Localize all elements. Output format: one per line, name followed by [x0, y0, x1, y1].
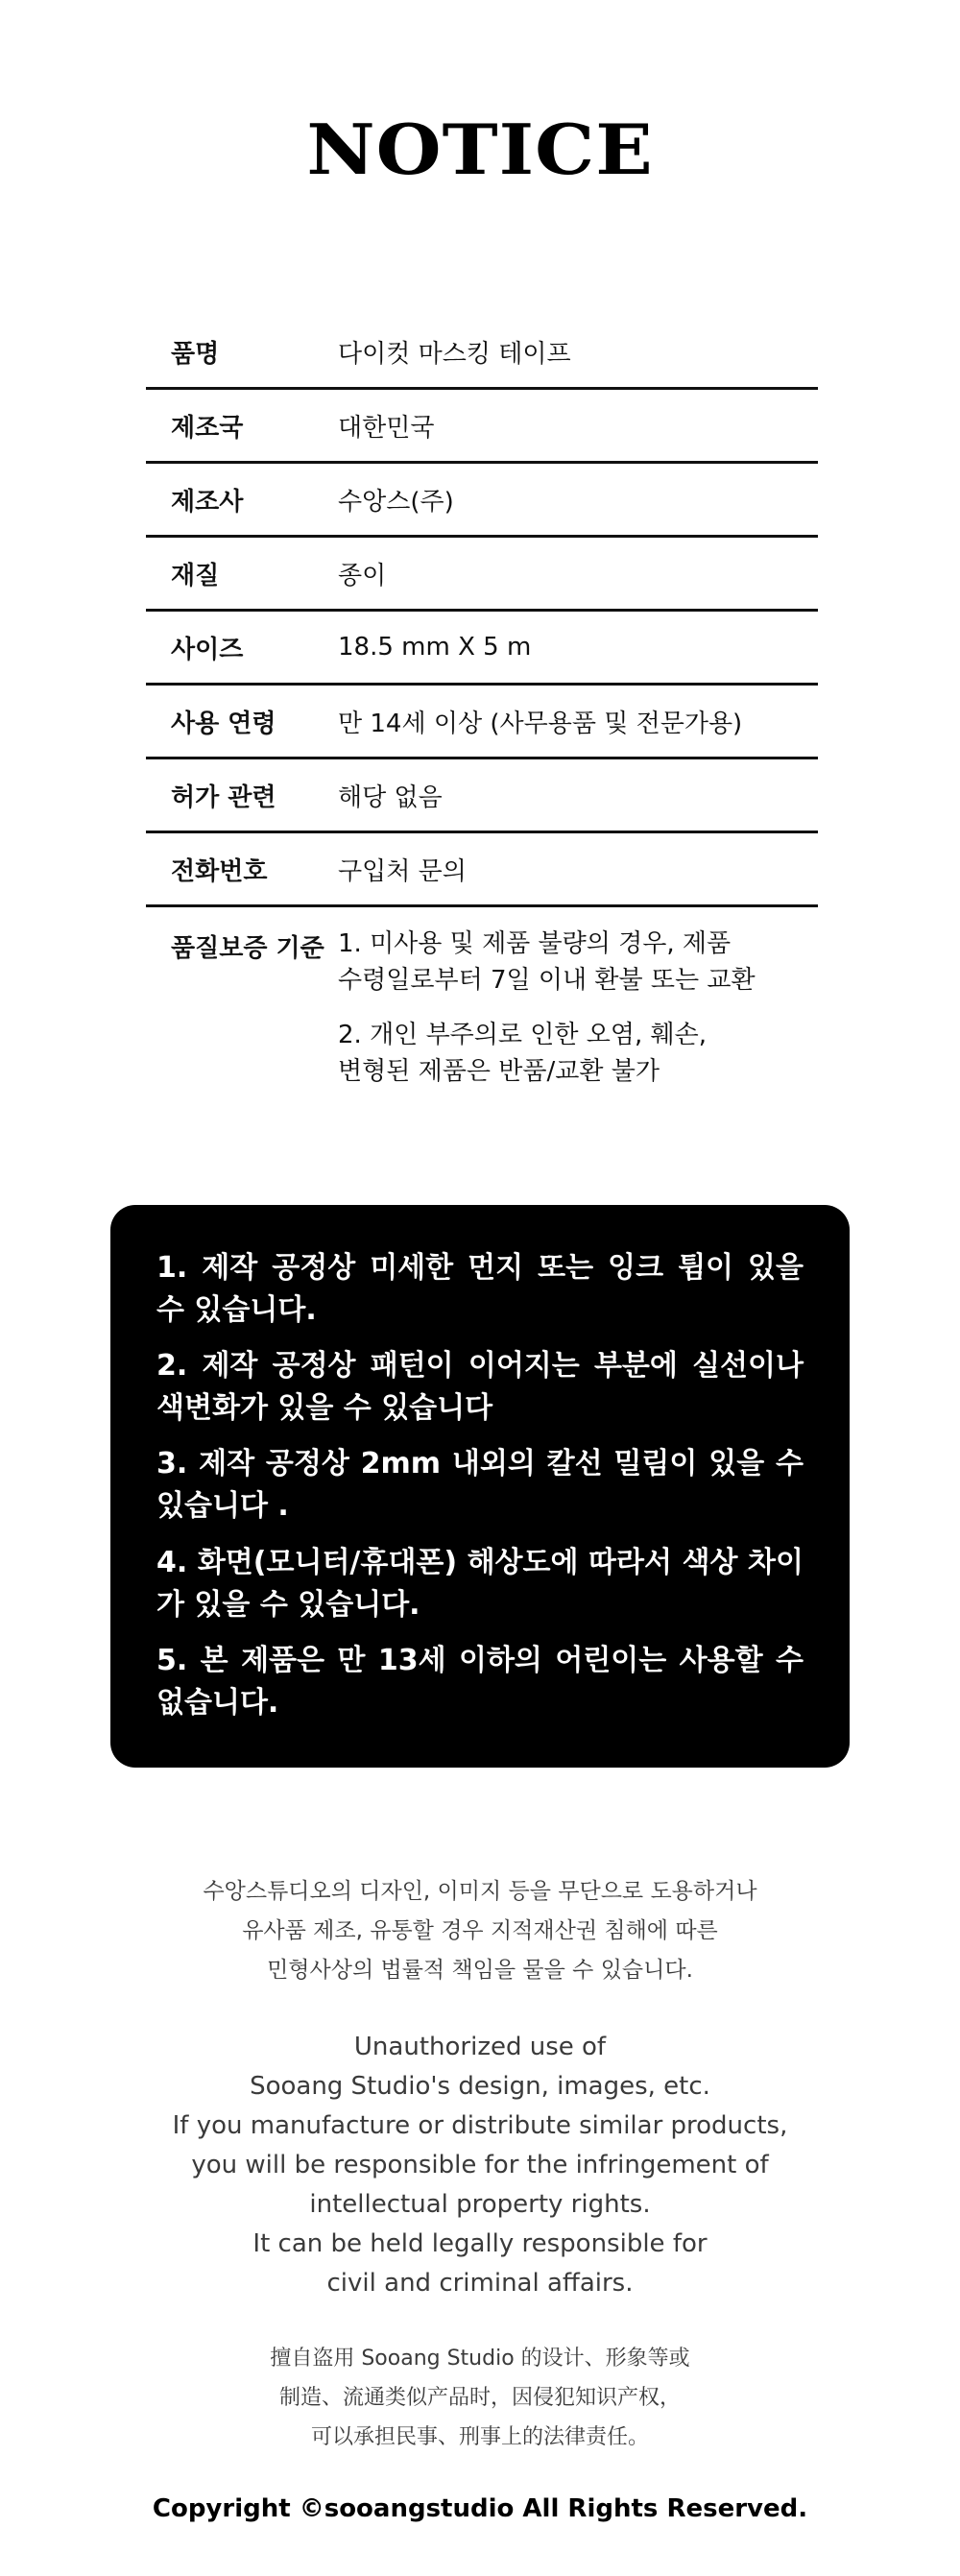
footer-line: If you manufacture or distribute similar products, [172, 2111, 788, 2140]
footer-line: 制造、流通类似产品时，因侵犯知识产权， [278, 2386, 681, 2410]
footer-line: 민형사상의 법률적 책임을 물을 수 있습니다. [267, 1958, 693, 1983]
footer-chinese [0, 2339, 960, 2457]
copyright: Copyright ©sooangstudio All Rights Reserved. [152, 2494, 808, 2523]
spec-value: 종이 [338, 561, 387, 590]
notice-item: 3. 제작 공정상 2mm 내외의 칼선 밀림이 있을 수 있습니다 . [156, 1447, 804, 1524]
guarantee-item [338, 1018, 818, 1090]
footer-line: Sooang Studio's design, images, etc. [250, 2072, 710, 2101]
spec-value: 구입처 문의 [338, 856, 467, 886]
spec-value: 18.5 mm X 5 m [338, 633, 532, 662]
notice-item: 1. 제작 공정상 미세한 먼지 또는 잉크 튐이 있을 수 있습니다. [156, 1251, 804, 1328]
spec-row-permit [146, 759, 818, 833]
footer-line: 유사품 제조, 유통할 경우 지적재산권 침해에 따른 [242, 1918, 718, 1943]
spec-label: 제조사 [171, 487, 244, 517]
footer-line: 擅自盗用 Sooang Studio 的设计、形象等或 [270, 2347, 690, 2371]
spec-label: 품명 [171, 339, 220, 369]
spec-label: 사이즈 [171, 635, 244, 664]
guarantee-line: 수령일로부터 7일 이내 환불 또는 교환 [338, 965, 756, 995]
guarantee-line: 2. 개인 부주의로 인한 오염, 훼손, [338, 1021, 708, 1050]
footer-line: 수앙스튜디오의 디자인, 이미지 등을 무단으로 도용하거나 [203, 1879, 757, 1904]
spec-row-material [146, 538, 818, 612]
guarantee-line: 변형된 제품은 반품/교환 불가 [338, 1057, 660, 1087]
footer-line: Unauthorized use of [353, 2033, 607, 2061]
spec-value: 대한민국 [338, 413, 435, 443]
guarantee-item [338, 927, 818, 999]
spec-value: 해당 없음 [338, 782, 443, 812]
notice-item: 2. 제작 공정상 패턴이 이어지는 부분에 실선이나 색변화가 있을 수 있습니다 [156, 1349, 804, 1426]
footer-line: you will be responsible for the infringement of [191, 2151, 769, 2179]
spec-row-size [146, 612, 818, 686]
footer-korean [0, 1872, 960, 1990]
spec-value: 다이컷 마스킹 테이프 [338, 339, 571, 369]
footer-line: intellectual property rights. [309, 2190, 651, 2219]
spec-row-country [146, 390, 818, 464]
footer-line: It can be held legally responsible for [252, 2229, 708, 2258]
notice-box [110, 1205, 850, 1768]
spec-label: 허가 관련 [171, 782, 276, 812]
footer-line: civil and criminal affairs. [326, 2269, 634, 2298]
spec-table [146, 316, 818, 1110]
spec-row-phone [146, 833, 818, 907]
notice-title: NOTICE [306, 109, 654, 191]
footer-english [0, 2028, 960, 2303]
spec-label: 사용 연령 [171, 709, 276, 738]
footer-line: 可以承担民事、刑事上的法律责任。 [310, 2425, 649, 2449]
notice-item: 5. 본 제품은 만 13세 이하의 어린이는 사용할 수 없습니다. [156, 1643, 804, 1720]
spec-row-guarantee [146, 907, 818, 1110]
spec-value: 수앙스(주) [338, 487, 454, 517]
spec-row-age [146, 686, 818, 759]
guarantee-line: 1. 미사용 및 제품 불량의 경우, 제품 [338, 929, 732, 958]
guarantee-list [338, 927, 818, 1110]
spec-label: 제조국 [171, 413, 244, 443]
spec-label: 품질보증 기준 [171, 934, 324, 963]
spec-label: 전화번호 [171, 856, 268, 886]
spec-value: 만 14세 이상 (사무용품 및 전문가용) [338, 709, 743, 738]
spec-row-manufacturer [146, 464, 818, 538]
spec-row-name [146, 316, 818, 390]
spec-label: 재질 [171, 561, 220, 590]
notice-item: 4. 화면(모니터/휴대폰) 해상도에 따라서 색상 차이가 있을 수 있습니다. [156, 1545, 804, 1622]
